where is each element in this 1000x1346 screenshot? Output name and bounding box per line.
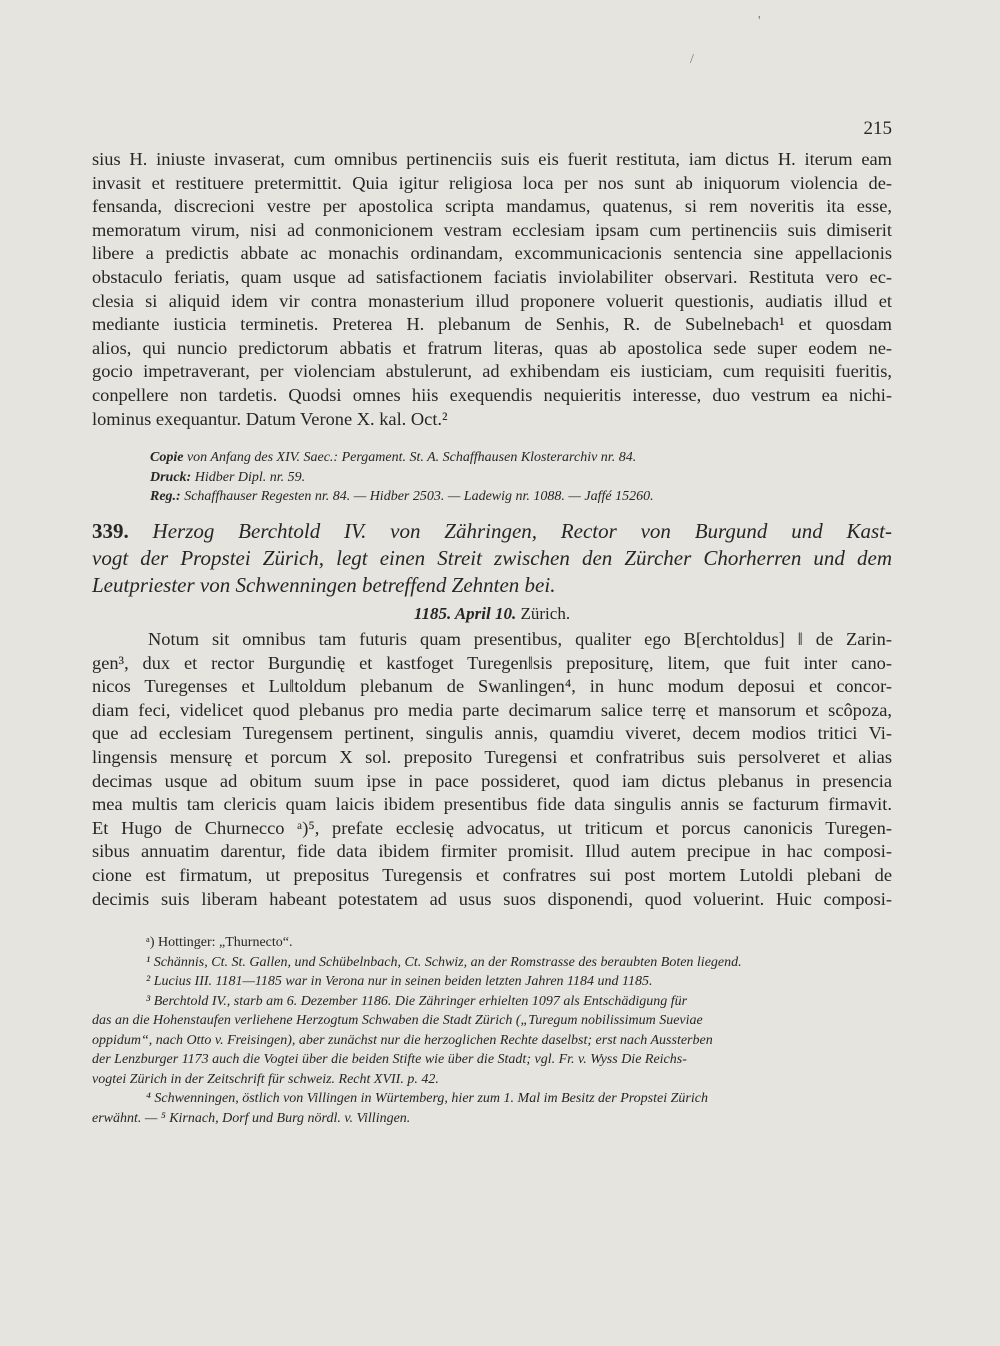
- text-line: lominus exequantur. Datum Verone X. kal. Oct.²: [92, 408, 448, 429]
- text-line: decimas usque ad obitum suum ipse in pace possideret, quod iam dictus plebanus in presencia: [92, 770, 892, 791]
- text-line: mediante iusticia terminetis. Preterea H. plebanum de Senhis, R. de Subelnebach¹ et quosdam: [92, 314, 892, 335]
- page-number: 215: [863, 118, 892, 139]
- heading-text: Herzog Berchtold IV. von Zähringen, Rector von Burgund und Kast-: [152, 519, 893, 543]
- text-line: invasit et restituere pretermittit. Quia igitur religiosa loca per nos sunt ab iniquorum violencia de-: [92, 172, 892, 193]
- text-line: conpellere non tardetis. Quodsi omnes hiis exequendis nequieritis interesse, duo vestrum ea nichi-: [92, 384, 892, 405]
- source-reg-text: Schaffhauser Regesten nr. 84. — Hidber 2503. — Ladewig nr. 1088. — Jaffé 15260.: [184, 489, 654, 504]
- document-place: Zürich.: [520, 604, 571, 623]
- text-line: nicos Turegenses et Lu‖toldum plebanum de Swanlingen⁴, in hunc modum deposui et concor-: [92, 676, 892, 697]
- source-reg-label: Reg.:: [150, 489, 181, 504]
- footnote-1: ¹ Schännis, Ct. St. Gallen, und Schübelnbach, Ct. Schwiz, an der Romstrasse des beraubten Boten liegend.: [146, 954, 742, 970]
- text-line: sius H. iniuste invaserat, cum omnibus pertinenciis suis eis fuerit restituta, iam dictus H. iterum eam: [92, 149, 892, 169]
- footnote-3: ³ Berchtold IV., starb am 6. Dezember 1186. Die Zähringer erhielten 1097 als Entschädigung für: [146, 993, 688, 1009]
- text-line: gen³, dux et rector Burgundię et kastfoget Turegen‖sis prepositurę, litem, que fuit inter cano-: [92, 652, 892, 673]
- source-notes: [150, 448, 870, 507]
- paper-speck: /: [690, 52, 694, 67]
- heading-line: [92, 518, 892, 545]
- source-copy: [150, 448, 870, 468]
- document-text: [92, 628, 892, 911]
- footnote-4-5: erwähnt. — ⁵ Kirnach, Dorf und Burg nördl. v. Villingen.: [92, 1110, 411, 1126]
- text-line: clesia si aliquid idem vir contra monasterium illud proponere voluerit questionis, audiatis illud et: [92, 290, 892, 311]
- footnote-4: ⁴ Schwenningen, östlich von Villingen in Würtemberg, hier zum 1. Mal im Besitz der Propstei Zürich: [146, 1091, 708, 1106]
- paper-speck: ': [758, 14, 761, 29]
- document-heading: [92, 518, 892, 599]
- dateline: [92, 604, 892, 624]
- text-line: cione est firmatum, ut prepositus Turegensis et confratres sui post mortem Lutoldi plebani de: [92, 864, 892, 885]
- source-reg: [150, 487, 870, 507]
- text-line: que ad ecclesiam Turegensem pertinent, singulis annis, quamdiu viveret, decem modios tritici Vi-: [92, 723, 892, 744]
- text-line: Notum sit omnibus tam futuris quam presentibus, qualiter ego B[erchtoldus] ‖ de Zarin-: [148, 629, 892, 649]
- text-line: sibus annuatim darentur, fide data ibidem firmiter promisit. Illud autem precipue in hac composi-: [92, 841, 892, 862]
- text-line: obstaculo feriatis, quam usque ad satisfactionem faciatis inviolabiliter observari. Restituta vero ec-: [92, 266, 892, 287]
- source-print: [150, 468, 870, 488]
- source-copy-label: Copie: [150, 450, 184, 465]
- text-line: diam feci, videlicet quod plebanus pro media parte decimarum salice terrę et mansorum et scôpoza,: [92, 699, 892, 720]
- footnote-3-cont: der Lenzburger 1173 auch die Vogtei über die beiden Stifte wie über die Stadt; vgl. Fr. v. Wyss Die Reichs-: [92, 1052, 687, 1067]
- text-line: lingensis mensurę et porcum X sol. preposito Turegensi et confratribus suis persolveret et alias: [92, 746, 892, 767]
- text-line: memoratum virum, nisi ad conmonicionem vestram ecclesiam ipsam cum pertinenciis suis dimiserit: [92, 219, 892, 240]
- source-copy-text: von Anfang des XIV. Saec.: Pergament. St. A. Schaffhausen Klosterarchiv nr. 84.: [186, 450, 637, 465]
- text-line: mea multis tam clericis quam laicis ibidem presentibus fide data singulis annis se facturum firmavit.: [92, 794, 892, 815]
- source-print-text: Hidber Dipl. nr. 59.: [194, 469, 306, 485]
- paragraph-continued: [92, 148, 892, 431]
- text-line: decimis suis liberam habeant potestatem ad usus suos disponendi, quod voluerint. Huic composi-: [92, 888, 892, 909]
- source-print-label: Druck:: [150, 469, 192, 485]
- footnotes: [92, 933, 892, 1128]
- footnote-3-cont: vogtei Zürich in der Zeitschrift für schweiz. Recht XVII. p. 42.: [92, 1071, 439, 1087]
- document-date: 1185. April 10.: [413, 604, 517, 623]
- text-line: fensanda, discrecioni vestre per apostolica scripta mandamus, quatenus, si rem noveritis ita esse,: [92, 196, 892, 217]
- text-line: gocio impetraverant, per violenciam abstulerunt, ad exhibendam eis iusticiam, cum requisiti fueritis,: [92, 361, 892, 382]
- text-line: libere a predictis abbate ac monachis ordinandam, excommunicacionis sentencia sine appellacionis: [92, 243, 892, 264]
- heading-line: Leutpriester von Schwenningen betreffend Zehnten bei.: [92, 573, 556, 597]
- footnote-3-cont: das an die Hohenstaufen verliehene Herzogtum Schwaben die Stadt Zürich („Turegum nobilissimum Sueviae: [92, 1013, 703, 1028]
- footnote-3-cont: oppidum“, nach Otto v. Freisingen), aber zunächst nur die herzoglichen Rechte daselbst; erst nach Aussterben: [92, 1032, 713, 1048]
- footnote-2: ² Lucius III. 1181—1185 war in Verona nur in seinen beiden letzten Jahren 1184 und 1185.: [146, 974, 653, 989]
- footnote-a: ᵃ) Hottinger: „Thurnecto“.: [146, 935, 293, 950]
- text-line: alios, qui nuncio predictorum abbatis et fratrum literas, quas ab apostolica sede super eodem ne-: [92, 337, 892, 358]
- heading-line: vogt der Propstei Zürich, legt einen Streit zwischen den Zürcher Chorherren und dem: [92, 546, 892, 570]
- document-number: 339.: [92, 519, 129, 543]
- text-line: Et Hugo de Churnecco ᵃ)⁵, prefate ecclesię advocatus, ut triticum et porcus canonicis Turegen-: [92, 817, 892, 838]
